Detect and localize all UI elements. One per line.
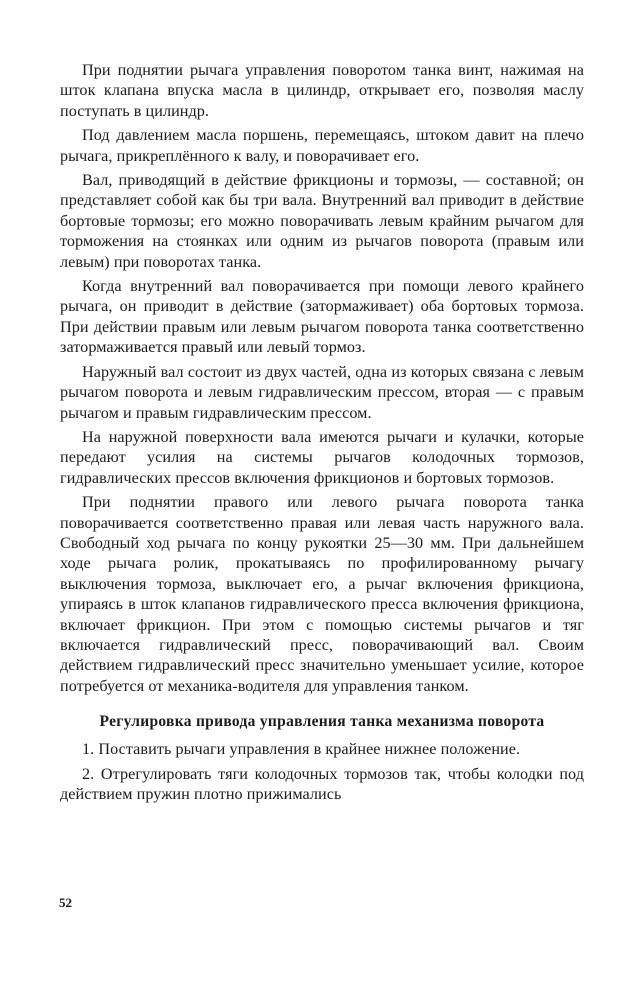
paragraph-1: При поднятии рычага управления поворотом танка винт, нажимая на шток клапана впуска масла в цилиндр, открывает его, позволяя маслу поступать в цилиндр. xyxy=(60,61,584,120)
step-2: 2. Отрегулировать тяги колодочных тормозов так, чтобы колодки под действием пружин плотно прижимались xyxy=(60,764,584,803)
section-heading: Регулировка привода управления танка механизма поворота xyxy=(99,713,545,731)
page-body xyxy=(60,60,584,808)
paragraph-5: Наружный вал состоит из двух частей, одна из которых связана с левым рычагом поворота и левым гидравлическим прессом, вторая — с правым рычагом и правым гидравлическим прессом. xyxy=(60,362,584,422)
paragraph-6: На наружной поверхности вала имеются рычаги и кулачки, которые передают усилия на системы рычагов колодочных тормозов, гидравлических прессов включения фрикционов и бортовых тормозов. xyxy=(60,427,584,487)
paragraph-4: Когда внутренний вал поворачивается при помощи левого крайнего рычага, он приводит в действие (затормаживает) оба бортовых тормоза. При действии правым или левым рычагом поворота танка соответственно затормаживается правый или левый тормоз. xyxy=(60,277,584,357)
step-1: 1. Поставить рычаги управления в крайнее нижнее положение. xyxy=(82,740,521,759)
paragraph-7: При поднятии правого или левого рычага поворота танка поворачивается соответственно правая или левая часть наружного вала. Свободный ход рычага по концу рукоятки 25—30 мм. При дальнейшем ходе рычага ролик, прокатываясь по профилированному рычагу выключения тормоза, выключает его, а рычаг включения фрикциона, упираясь в шток клапанов гидравлического пресса включения фрикциона, включает фрикцион. При этом с помощью системы рычагов и тяг включается гидравлический пресс, поворачивающий вал. Своим действием гидравлический пресс значительно уменьшает усилие, которое потребуется от механика-водителя для управления танком. xyxy=(60,493,584,695)
paragraph-2: Под давлением масла поршень, перемещаясь, штоком давит на плечо рычага, прикреплённого к валу, и поворачивает его. xyxy=(60,126,584,165)
paragraph-3: Вал, приводящий в действие фрикционы и тормозы, — составной; он представляет собой как бы три вала. Внутренний вал приводит в действие бортовые тормозы; его можно поворачивать левым крайним рычагом для торможения на стоянках или одним из рычагов поворота (правым или левым) при поворотах танка. xyxy=(60,171,584,271)
page-number: 52 xyxy=(59,895,72,910)
